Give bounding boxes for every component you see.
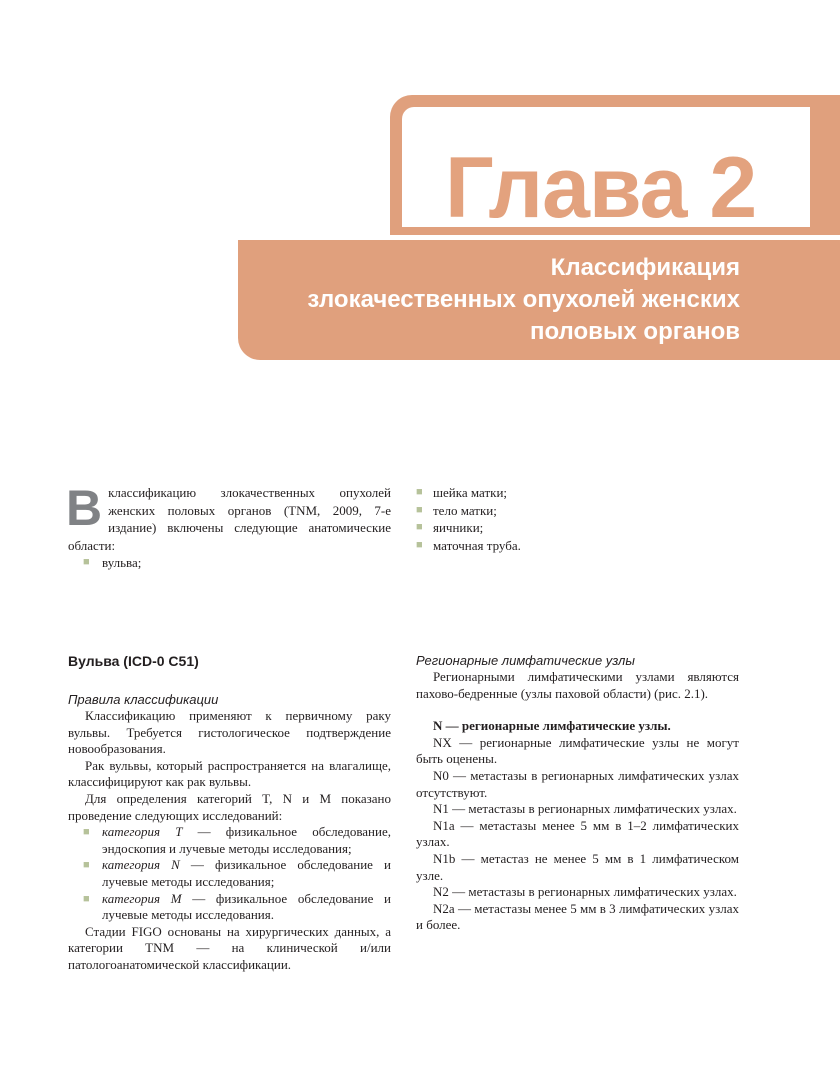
n-item: N1 — метастазы в регионарных лимфатических узлах.	[433, 801, 737, 817]
list-item-text: шейка матки;	[433, 485, 508, 500]
n-item: N2a — метастазы менее 5 мм в 3 лимфатических узлах и более.	[416, 900, 739, 933]
paragraph: Стадии FIGO основаны на хирургических данных, а категории TNM — на клинической и/или патологоанатомической классификации.	[68, 923, 391, 972]
term: категория N	[102, 857, 180, 873]
right-column	[416, 652, 739, 934]
paragraph: Рак вульвы, который распространяется на влагалище, классифицируют как рак вульвы.	[68, 757, 391, 790]
list-item	[68, 554, 391, 572]
list-item	[416, 537, 716, 555]
chapter-title-line: половых органов	[530, 318, 740, 345]
intro-paragraph	[66, 480, 391, 572]
square-bullet-icon: ■	[416, 538, 423, 551]
square-bullet-icon: ■	[416, 503, 423, 516]
chapter-title-banner	[238, 240, 840, 360]
square-bullet-icon: ■	[83, 826, 90, 839]
subsection-heading: Регионарные лимфатические узлы	[416, 653, 635, 668]
list-item	[416, 519, 716, 537]
square-bullet-icon: ■	[83, 556, 90, 569]
square-bullet-icon: ■	[83, 859, 90, 872]
list-item-text: маточная труба.	[433, 537, 521, 553]
paragraph: Классификацию применяют к первичному раку вульвы. Требуется гистологическое подтверждение новообразования.	[68, 708, 391, 757]
list-item	[68, 891, 391, 924]
subsection-heading: Правила классификации	[68, 692, 219, 707]
n-item: N1b — метастаз не менее 5 мм в 1 лимфатическом узле.	[416, 850, 739, 883]
n-item: N2 — метастазы в регионарных лимфатических узлах.	[433, 884, 737, 900]
chapter-title-line: Классификация	[550, 254, 740, 281]
drop-cap: В	[66, 480, 103, 536]
list-item-text: яичники;	[433, 520, 484, 536]
square-bullet-icon: ■	[416, 521, 423, 534]
paragraph: Для определения категорий T, N и M показано проведение следующих исследований:	[68, 790, 391, 823]
list-item	[68, 824, 391, 857]
square-bullet-icon: ■	[416, 486, 423, 498]
square-bullet-icon: ■	[83, 892, 90, 905]
n-item: N1a — метастазы менее 5 мм в 1–2 лимфатических узлах.	[416, 817, 739, 850]
list-item	[416, 502, 716, 520]
term: категория T	[102, 824, 183, 840]
list-item	[68, 857, 391, 890]
list-item-text: — физикальное обследование и лучевые методы исследования.	[102, 890, 391, 923]
chapter-label: Глава 2	[445, 140, 757, 236]
n-heading: N — регионарные лимфатические узлы.	[433, 718, 671, 734]
chapter-title-line: злокачественных опухолей женских	[307, 286, 740, 313]
intro-text: классификацию злокачественных опухолей женских половых органов (TNM, 2009, 7-е издание) включены следующие анатомические области:	[68, 485, 391, 553]
section-heading: Вульва (ICD-0 C51)	[68, 653, 199, 669]
term: категория M	[102, 890, 182, 906]
list-item-text: вульва;	[102, 555, 142, 571]
intro-areas-right	[416, 484, 716, 554]
paragraph: Регионарными лимфатическими узлами являются пахово-бедренные (узлы паховой области) (рис. 2.1).	[416, 669, 739, 701]
left-column	[68, 652, 391, 974]
n-item: NX — регионарные лимфатические узлы не могут быть оценены.	[416, 734, 739, 767]
list-item-text: — физикальное обследование, эндоскопия и лучевые методы исследования;	[102, 824, 391, 856]
list-item-text: тело матки;	[433, 502, 497, 518]
n-item: N0 — метастазы в регионарных лимфатических узлах отсутствуют.	[416, 767, 739, 800]
chapter-title	[260, 252, 740, 348]
category-list	[68, 824, 391, 924]
list-item	[416, 484, 716, 502]
intro-areas-left	[68, 554, 391, 572]
list-item-text: — физикальное обследование и лучевые методы исследования;	[102, 857, 391, 889]
